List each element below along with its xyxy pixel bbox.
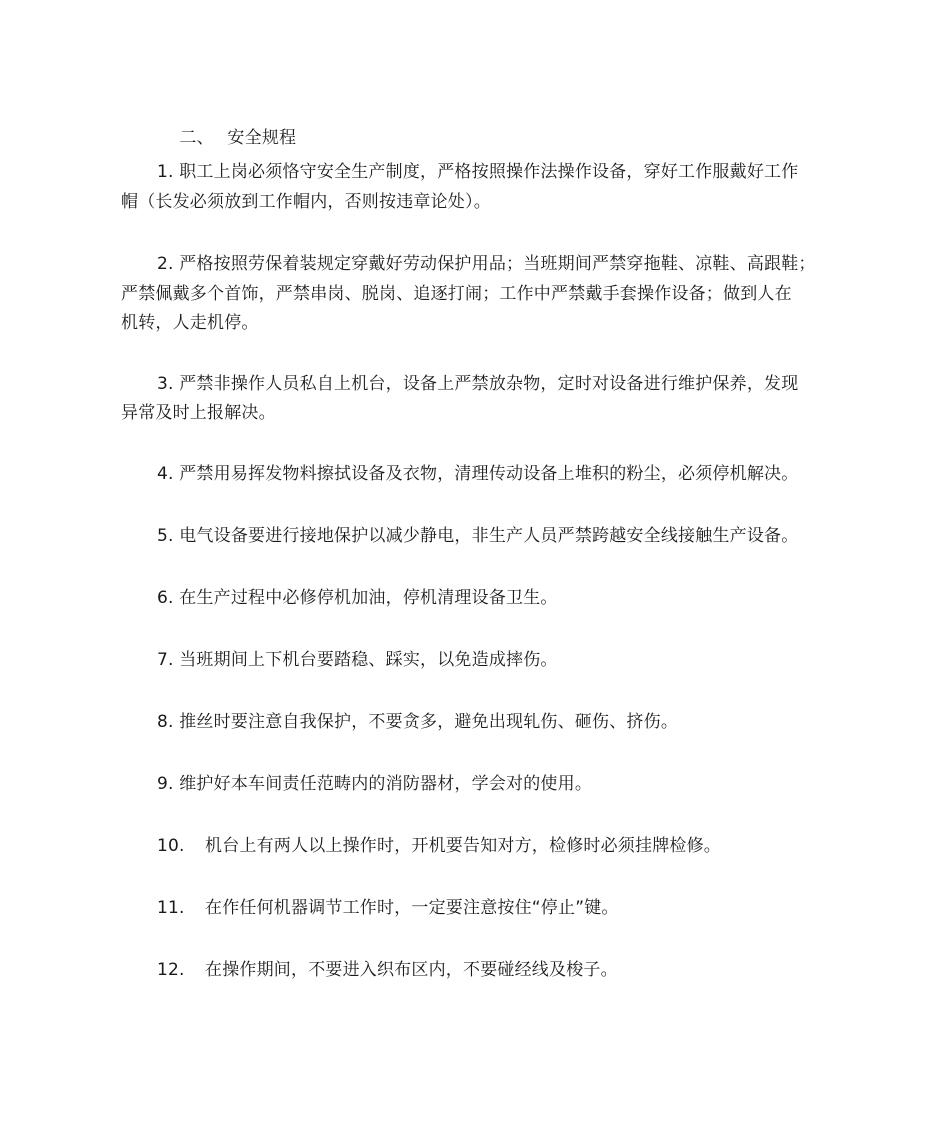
section-number: 二、 xyxy=(179,128,214,148)
rule-6: 6. 在生产过程中必修停机加油，停机清理设备卫生。 xyxy=(157,584,558,612)
rule-number: 3. xyxy=(157,374,174,394)
rule-2-line-3: 机转，人走机停。 xyxy=(121,313,259,333)
rule-number: 12. xyxy=(157,960,185,980)
rule-3-line-2: 异常及时上报解决。 xyxy=(121,403,276,423)
rule-9: 9. 维护好本车间责任范畴内的消防器材，学会对的使用。 xyxy=(157,770,592,798)
rule-number: 9. xyxy=(157,774,174,794)
rule-4: 4. 严禁用易挥发物料擦拭设备及衣物，清理传动设备上堆积的粉尘，必须停机解决。 xyxy=(157,460,798,488)
rule-1-line-1: 1. 职工上岗必须恪守安全生产制度，严格按照操作法操作设备，穿好工作服戴好工作 xyxy=(157,158,798,186)
rule-number: 1. xyxy=(157,162,174,182)
rule-7: 7. 当班期间上下机台要踏稳、踩实，以免造成摔伤。 xyxy=(157,646,558,674)
rule-3-line-1: 3. 严禁非操作人员私自上机台，设备上严禁放杂物，定时对设备进行维护保养，发现 xyxy=(157,370,798,398)
rule-12: 12. 在操作期间，不要进入织布区内，不要碰经线及梭子。 xyxy=(157,956,618,984)
section-title: 安全规程 xyxy=(227,128,297,148)
rule-number: 2. xyxy=(157,254,174,274)
rule-number: 5. xyxy=(157,526,174,546)
rule-number: 4. xyxy=(157,464,174,484)
rule-2-line-1: 2. 严格按照劳保着装规定穿戴好劳动保护用品；当班期间严禁穿拖鞋、凉鞋、高跟鞋； xyxy=(157,250,816,278)
rule-11: 11. 在作任何机器调节工作时，一定要注意按住“停止”键。 xyxy=(157,894,619,922)
rule-number: 11. xyxy=(157,898,185,918)
rule-1-line-2: 帽（长发必须放到工作帽内，否则按违章论处）。 xyxy=(121,192,491,212)
rule-2-line-2: 严禁佩戴多个首饰，严禁串岗、脱岗、追逐打闹；工作中严禁戴手套操作设备；做到人在 xyxy=(121,284,792,304)
rule-number: 6. xyxy=(157,588,174,608)
rule-number: 10. xyxy=(157,836,185,856)
rule-10: 10. 机台上有两人以上操作时，开机要告知对方，检修时必须挂牌检修。 xyxy=(157,832,721,860)
rule-8: 8. 推丝时要注意自我保护，不要贪多，避免出现轧伤、砸伤、挤伤。 xyxy=(157,708,678,736)
rule-number: 7. xyxy=(157,650,174,670)
rule-5: 5. 电气设备要进行接地保护以减少静电，非生产人员严禁跨越安全线接触生产设备。 xyxy=(157,522,798,550)
rule-number: 8. xyxy=(157,712,174,732)
